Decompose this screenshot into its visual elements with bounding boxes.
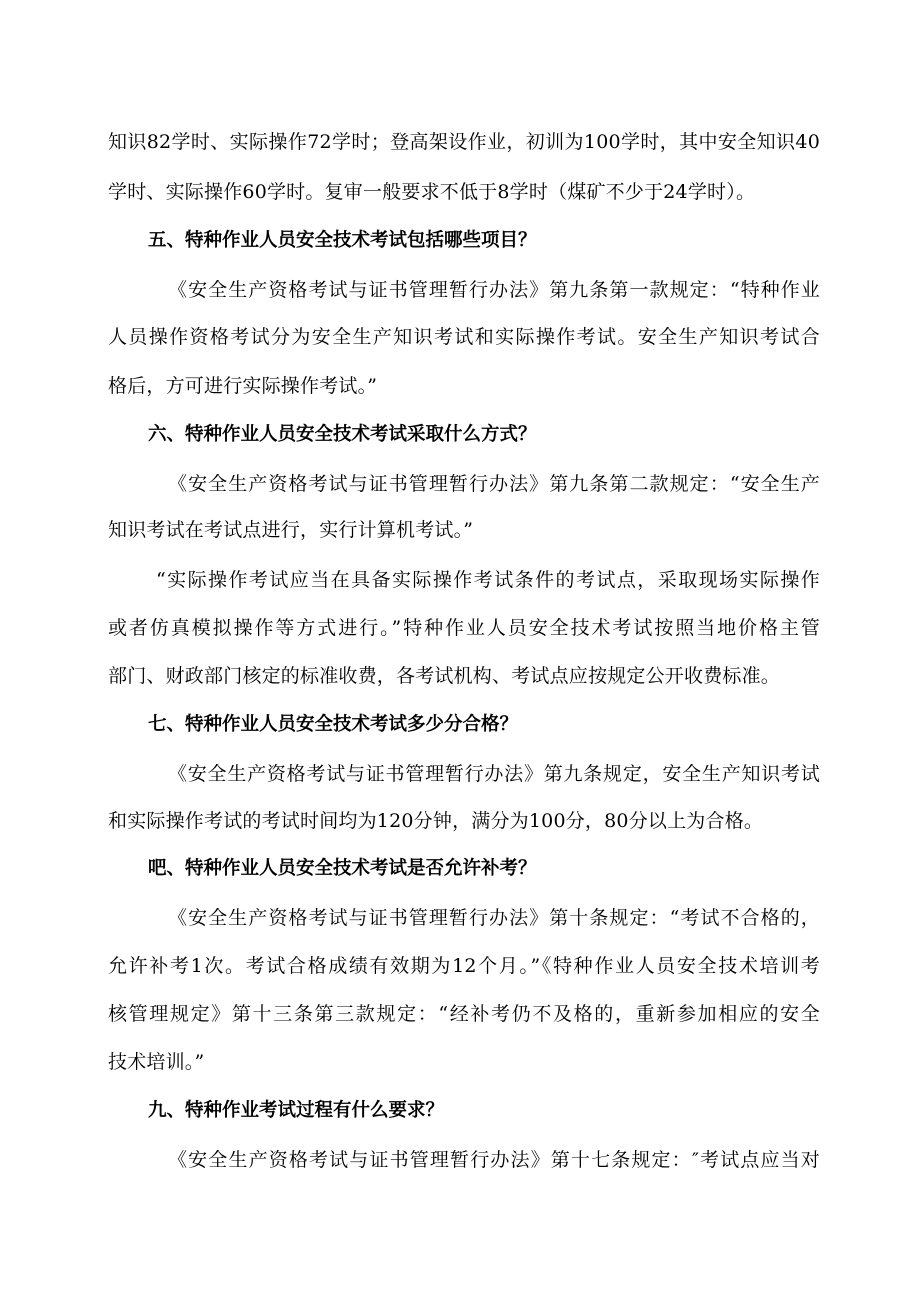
- paragraph-line: “实际操作考试应当在具备实际操作考试条件的考试点，采取现场实际操作: [156, 569, 820, 591]
- paragraph-line: 《安全生产资格考试与证书管理暂行办法》第九条第二款规定：“安全生产: [168, 473, 820, 495]
- paragraph-line: 《安全生产资格考试与证书管理暂行办法》第十条规定：“考试不合格的，: [168, 907, 820, 929]
- paragraph-line: 允许补考1次。考试合格成绩有效期为12个月。”《特种作业人员安全技术培训考: [108, 955, 820, 977]
- paragraph-line: 《安全生产资格考试与证书管理暂行办法》第九条规定，安全生产知识考试: [168, 763, 820, 785]
- paragraph-line: 学时、实际操作60学时。复审一般要求不低于8学时（煤矿不少于24学时）。: [108, 181, 756, 203]
- paragraph-line: 或者仿真模拟操作等方式进行。”特种作业人员安全技术考试按照当地价格主管: [108, 617, 820, 639]
- paragraph-line: 《安全生产资格考试与证书管理暂行办法》第九条第一款规定：“特种作业: [168, 279, 820, 301]
- paragraph-line: 知识考试在考试点进行，实行计算机考试。”: [108, 519, 474, 541]
- paragraph-line: 技术培训。”: [108, 1051, 205, 1073]
- section-heading: 九、特种作业考试过程有什么要求？: [148, 1100, 445, 1121]
- paragraph-line: 人员操作资格考试分为安全生产知识考试和实际操作考试。安全生产知识考试合: [108, 326, 820, 348]
- paragraph-line: 部门、财政部门核定的标准收费，各考试机构、考试点应按规定公开收费标准。: [108, 665, 781, 687]
- section-heading: 五、特种作业人员安全技术考试包括哪些项目？: [148, 230, 537, 251]
- section-heading: 吧、特种作业人员安全技术考试是否允许补考？: [148, 858, 537, 879]
- section-heading: 六、特种作业人员安全技术考试采取什么方式？: [148, 424, 537, 445]
- paragraph-line: 《安全生产资格考试与证书管理暂行办法》第十七条规定：″考试点应当对: [168, 1149, 820, 1171]
- paragraph-line: 核管理规定》第十三条第三款规定：“经补考仍不及格的，重新参加相应的安全: [108, 1003, 820, 1025]
- paragraph-line: 格后，方可进行实际操作考试。”: [108, 375, 378, 397]
- paragraph-line: 和实际操作考试的考试时间均为120分钟，满分为100分，80分以上为合格。: [108, 810, 764, 832]
- paragraph-line: 知识82学时、实际操作72学时；登高架设作业，初训为100学时，其中安全知识40: [108, 131, 820, 153]
- section-heading: 七、特种作业人员安全技术考试多少分合格？: [148, 714, 519, 735]
